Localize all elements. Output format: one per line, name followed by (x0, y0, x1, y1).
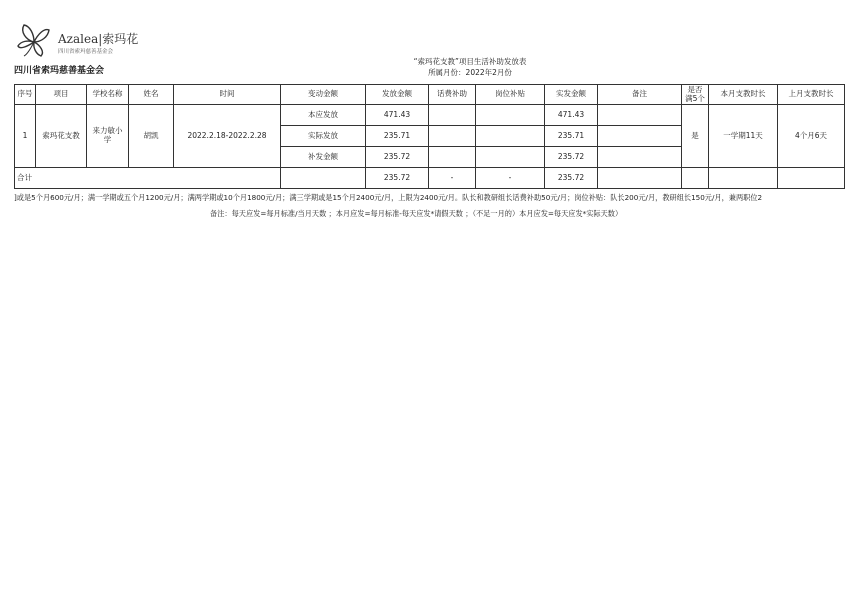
col-change: 变动金额 (281, 85, 366, 105)
cell-phone (429, 147, 476, 168)
cell-remark (598, 126, 682, 147)
total-this-month (709, 168, 778, 189)
subsidy-table (14, 84, 845, 189)
calculation-note: 备注：每天应发=每月标准/当月天数 ；本月应发=每月标准-每天应发*请假天数 ；（不足一月的）本月应发=每天应发*实际天数） (210, 209, 623, 218)
total-amount: 235.72 (366, 168, 429, 189)
cell-actual: 471.43 (545, 105, 598, 126)
col-name: 姓名 (129, 85, 174, 105)
cell-remark (598, 105, 682, 126)
col-this-month: 本月支教时长 (709, 85, 778, 105)
cell-change: 补发金额 (281, 147, 366, 168)
cell-index: 1 (15, 105, 36, 168)
col-amount: 发放金额 (366, 85, 429, 105)
cell-post (476, 105, 545, 126)
total-post: - (476, 168, 545, 189)
col-phone: 话费补助 (429, 85, 476, 105)
cell-change: 实际发放 (281, 126, 366, 147)
cell-amount: 471.43 (366, 105, 429, 126)
col-index: 序号 (15, 85, 36, 105)
cell-phone (429, 126, 476, 147)
col-last-month: 上月支教时长 (778, 85, 845, 105)
cell-amount: 235.72 (366, 147, 429, 168)
total-label: 合计 (15, 168, 281, 189)
cell-project: 索玛花支教 (36, 105, 87, 168)
table-row (15, 105, 845, 126)
col-post: 岗位补贴 (476, 85, 545, 105)
cell-post (476, 126, 545, 147)
cell-amount: 235.71 (366, 126, 429, 147)
total-change (281, 168, 366, 189)
cell-school: 来力敏小学 (87, 105, 129, 168)
cell-name: 胡凯 (129, 105, 174, 168)
cell-period: 2022.2.18-2022.2.28 (174, 105, 281, 168)
col-project: 项目 (36, 85, 87, 105)
subsidy-standard-note: ]或是5个月600元/月；满一学期或五个月1200元/月；满两学期或10个月1800元/月；满三学期或是15个月2400元/月，上限为2400元/月。队长和教研组长话费补助50元/月；岗位补贴：队长200元/月，教研组长150元/月，兼两职位2 (14, 193, 763, 202)
logo-subtitle: 四川省索玛慈善基金会 (58, 49, 114, 55)
total-full5 (682, 168, 709, 189)
total-row (15, 168, 845, 189)
col-full5: 是否满5个 (682, 85, 709, 105)
cell-actual: 235.71 (545, 126, 598, 147)
cell-remark (598, 147, 682, 168)
cell-last-month: 4个月6天 (778, 105, 845, 168)
cell-change: 本应发放 (281, 105, 366, 126)
total-actual: 235.72 (545, 168, 598, 189)
total-remark (598, 168, 682, 189)
logo-title: Azalea|索玛花 (58, 32, 139, 46)
report-month: 所属月份：2022年2月份 (428, 68, 512, 77)
azalea-flower-icon (14, 20, 54, 60)
document-title: “索玛花支教”项目生活补助发放表 (413, 57, 527, 66)
cell-full5: 是 (682, 105, 709, 168)
cell-this-month: 一学期11天 (709, 105, 778, 168)
cell-post (476, 147, 545, 168)
organization-name: 四川省索玛慈善基金会 (14, 66, 105, 76)
cell-phone (429, 105, 476, 126)
col-school: 学校名称 (87, 85, 129, 105)
total-last-month (778, 168, 845, 189)
col-period: 时间 (174, 85, 281, 105)
cell-actual: 235.72 (545, 147, 598, 168)
col-actual: 实发金额 (545, 85, 598, 105)
total-phone: - (429, 168, 476, 189)
foundation-logo (14, 20, 164, 60)
col-remark: 备注 (598, 85, 682, 105)
header-row (15, 85, 845, 105)
